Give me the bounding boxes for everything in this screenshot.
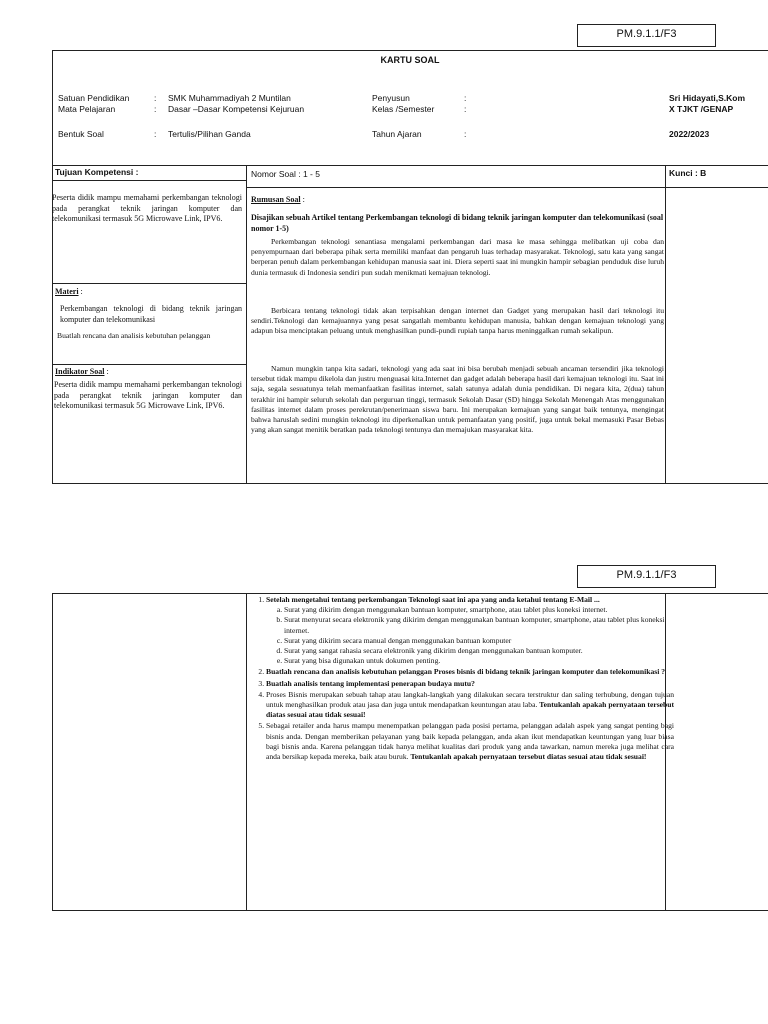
nomor-soal: Nomor Soal : 1 - 5 [251,169,320,179]
article-para-3: Namun mungkin tanpa kita sadari, teknologi yang ada saat ini bisa berubah menjadi sebuah ancaman tersendiri jika teknologi tersebut tidak mampu dikelola dan justru menguasai kita.Internet dan gadget adalah beberapa hasil dari kemajuan teknologi itu. Saat ini saja, segala sesuatunya telah memanfaatkan fasilitas internet, salah satunya adalah dunia pendidikan. Di negara kita, 2(dua) tahun terakhir ini hampir seluruh sekolah dan perguruan tinggi, termasuk Sekolah Dasar (SD) hingga Sekolah Menengah Atas menggunakan fasilitas internet dalam proses perekrutan/penerimaan siswa baru. Ini merupakan kemajuan yang sangat baik tentunya, mengingat bahwa haruslah sedini mungkin teknologi itu diperkenalkan untuk pemanfaatan yang positif, juga untuk bekal memasuki Pasar Bebas yang akan sangat menitik beratkan pada teknologi tentunya dan memajukan masyarakat kita. [251,364,664,435]
tahun-label: Tahun Ajaran [372,129,422,139]
article-para-1: Perkembangan teknologi senantiasa mengalami perkembangan dari masa ke masa sehingga melibatkan uji coba dan penyempurnaan dari beberapa pihak serta memiliki manfaat dan pengaruh luas terhadap masyarakat. Teknologi, satu kata yang sangat berperan penuh dalam perkembangan kehidupan manusia saat ini. Diera seperti saat ini mungkin hampir sebagian penduduk dise luruh dunia termasuk di Indonesia sendiri pun sudah menikmati kemajuan teknologi. [251,237,664,277]
rule-kunci-row [665,187,768,188]
indikator-label: Indikator Soal [55,367,105,376]
indikator-heading: Indikator Soal : [55,367,109,376]
satuan-label: Satuan Pendidikan [58,93,130,103]
meta-left: Satuan Pendidikan : SMK Muhammadiyah 2 Muntilan Mata Pelajaran : Dasar –Dasar Kompetensi Kejuruan Bentuk Soal : Tertulis/Pilihan Ganda [58,93,305,139]
materi-text-2: Buatlah rencana dan analisis kebutuhan pelanggan [57,331,211,340]
mapel-value: Dasar –Dasar Kompetensi Kejuruan [168,104,305,114]
question-4: 4. Proses Bisnis merupakan sebuah tahap atau langkah-langkah yang dilakukan secara terstruktur dan saling terhubung, dengan tujuan untuk menghasilkan produk atau jasa dan juga untuk mendapatkan keuntungan atau laba. Tentukanlah apakah pernyataan tersebut diatas sesuai atau tidak sesuai! [266,690,674,721]
satuan-value: SMK Muhammadiyah 2 Muntilan [168,93,291,103]
rumusan-label: Rumusan Soal [251,195,301,204]
q1-option-d: d. Surat yang sangat rahasia secara elektronik yang dikirim dengan menggunakan bantuan komputer. [284,646,674,656]
bentuk-label: Bentuk Soal [58,129,104,139]
article-para-2: Berbicara tentang teknologi tidak akan terpisahkan dengan internet dan Gadget yang merupakan hasil dari teknologi itu sendiri.Teknologi dan kemajuannya yang pesat sangatlah membantu kehidupan manusia, bahkan dengan kemajuan teknologi yang adapun bisa menciptakan peluang untuk menghasilkan pundi-pundi rupiah tanpa harus meninggalkan rumah sekalipun. [251,306,664,336]
question-3: 3. Buatlah analisis tentang implementasi penerapan budaya mutu? [266,679,674,689]
rule-materi-top [52,283,246,284]
meta-middle: Penyusun : Kelas /Semester : Tahun Ajaran : [372,93,467,139]
form-code-box-2 [577,565,716,588]
meta-right [669,93,768,140]
q1-option-a: a. Surat yang dikirim dengan menggunakan bantuan komputer, smartphone, atau tablet plus koneksi internet. [284,605,674,615]
bentuk-value: Tertulis/Pilihan Ganda [168,129,251,139]
question-list [248,595,674,763]
rule-indikator-top [52,364,246,365]
indikator-text: Peserta didik mampu memahami perkembangan teknologi pada perangkat teknik jaringan komputer dan telekomunikasi termasuk 5G Microwave Link, IPV6. [54,380,242,410]
question-2: 2. Buatlah rencana dan analisis kebutuhan pelanggan Proses bisnis di bidang teknik jaringan komputer dan telekomunikasi ? [266,667,674,677]
rule-header-bottom [52,165,768,166]
materi-label: Materi [55,287,79,296]
materi-heading: Materi : [55,287,83,296]
kelas-value: X TJKT /GENAP [669,104,734,114]
form-code-2: PM.9.1.1/F3 [616,569,677,581]
kelas-label: Kelas /Semester [372,104,435,114]
question-5: 5. Sebagai retailer anda harus mampu menempatkan pelanggan pada posisi pertama, pelanggan adalah aspek yang sangat penting bagi bisnis anda. Dengan memberikan pelayanan yang baik kepada pelanggan, anda akan ikut mendapatkan keuntungan yang luar biasa bagi bisnis anda. Karena pelanggan tidak hanya melihat kualitas dari produk yang anda tawarkan, namun mereka juga melihat cara anda bersikap kepada mereka, baik atau buruk. Tentukanlah apakah pernyataan tersebut diatas sesuai atau tidak sesuai! [266,721,674,762]
form-code-box [577,24,716,47]
penyusun-label: Penyusun [372,93,410,103]
tahun-value: 2022/2023 [669,129,710,139]
rule-q-left [246,593,247,911]
form-code: PM.9.1.1/F3 [616,28,677,40]
penyusun-value: Sri Hidayati,S.Kom [669,93,746,103]
card-title: KARTU SOAL [380,55,440,65]
tujuan-label: Tujuan Kompetensi : [55,167,139,177]
tujuan-text: Peserta didik mampu memahami perkembangan teknologi pada perangkat teknik jaringan komputer dan telekomunikasi termasuk 5G Microwave Link, IPV6. [52,193,242,223]
materi-text: Perkembangan teknologi di bidang teknik jaringan komputer dan telekomunikasi [60,304,242,324]
question-1: 1. Setelah mengetahui tentang perkembangan Teknologi saat ini apa yang anda ketahui tentang E-Mail ... a. Surat yang dikirim dengan menggunakan bantuan komputer, smartphone, atau tablet plus koneksi internet. b. Surat menyurat secara elektronik yang dikirim dengan menggunakan bantuan komputer, smartphone, atau tablet plus koneksi internet. c. Surat yang dikirim secara manual dengan menggunakan bantuan komputer d. Surat yang sangat rahasia secara elektronik yang dikirim dengan menggunakan bantuan komputer. e. Surat yang bisa digunakan untuk dokumen penting. [266,595,674,666]
kunci-jawaban: Kunci : B [669,168,707,178]
q1-option-e: e. Surat yang bisa digunakan untuk dokumen penting. [284,656,674,666]
mapel-label: Mata Pelajaran [58,104,116,114]
rumusan-heading: Rumusan Soal : [251,195,305,204]
rule-tujuan-label [52,180,246,181]
rule-nomor-row [246,187,665,188]
q1-option-b: b. Surat menyurat secara elektronik yang dikirim dengan menggunakan bantuan komputer, smartphone, atau tablet plus koneksi internet. [284,615,674,635]
rule-col-left [246,165,247,484]
q1-option-c: c. Surat yang dikirim secara manual dengan menggunakan bantuan komputer [284,636,674,646]
article-intro: Disajikan sebuah Artikel tentang Perkembangan teknologi di bidang teknik jaringan komputer dan telekomunikasi (soal nomor 1-5) [251,213,664,233]
